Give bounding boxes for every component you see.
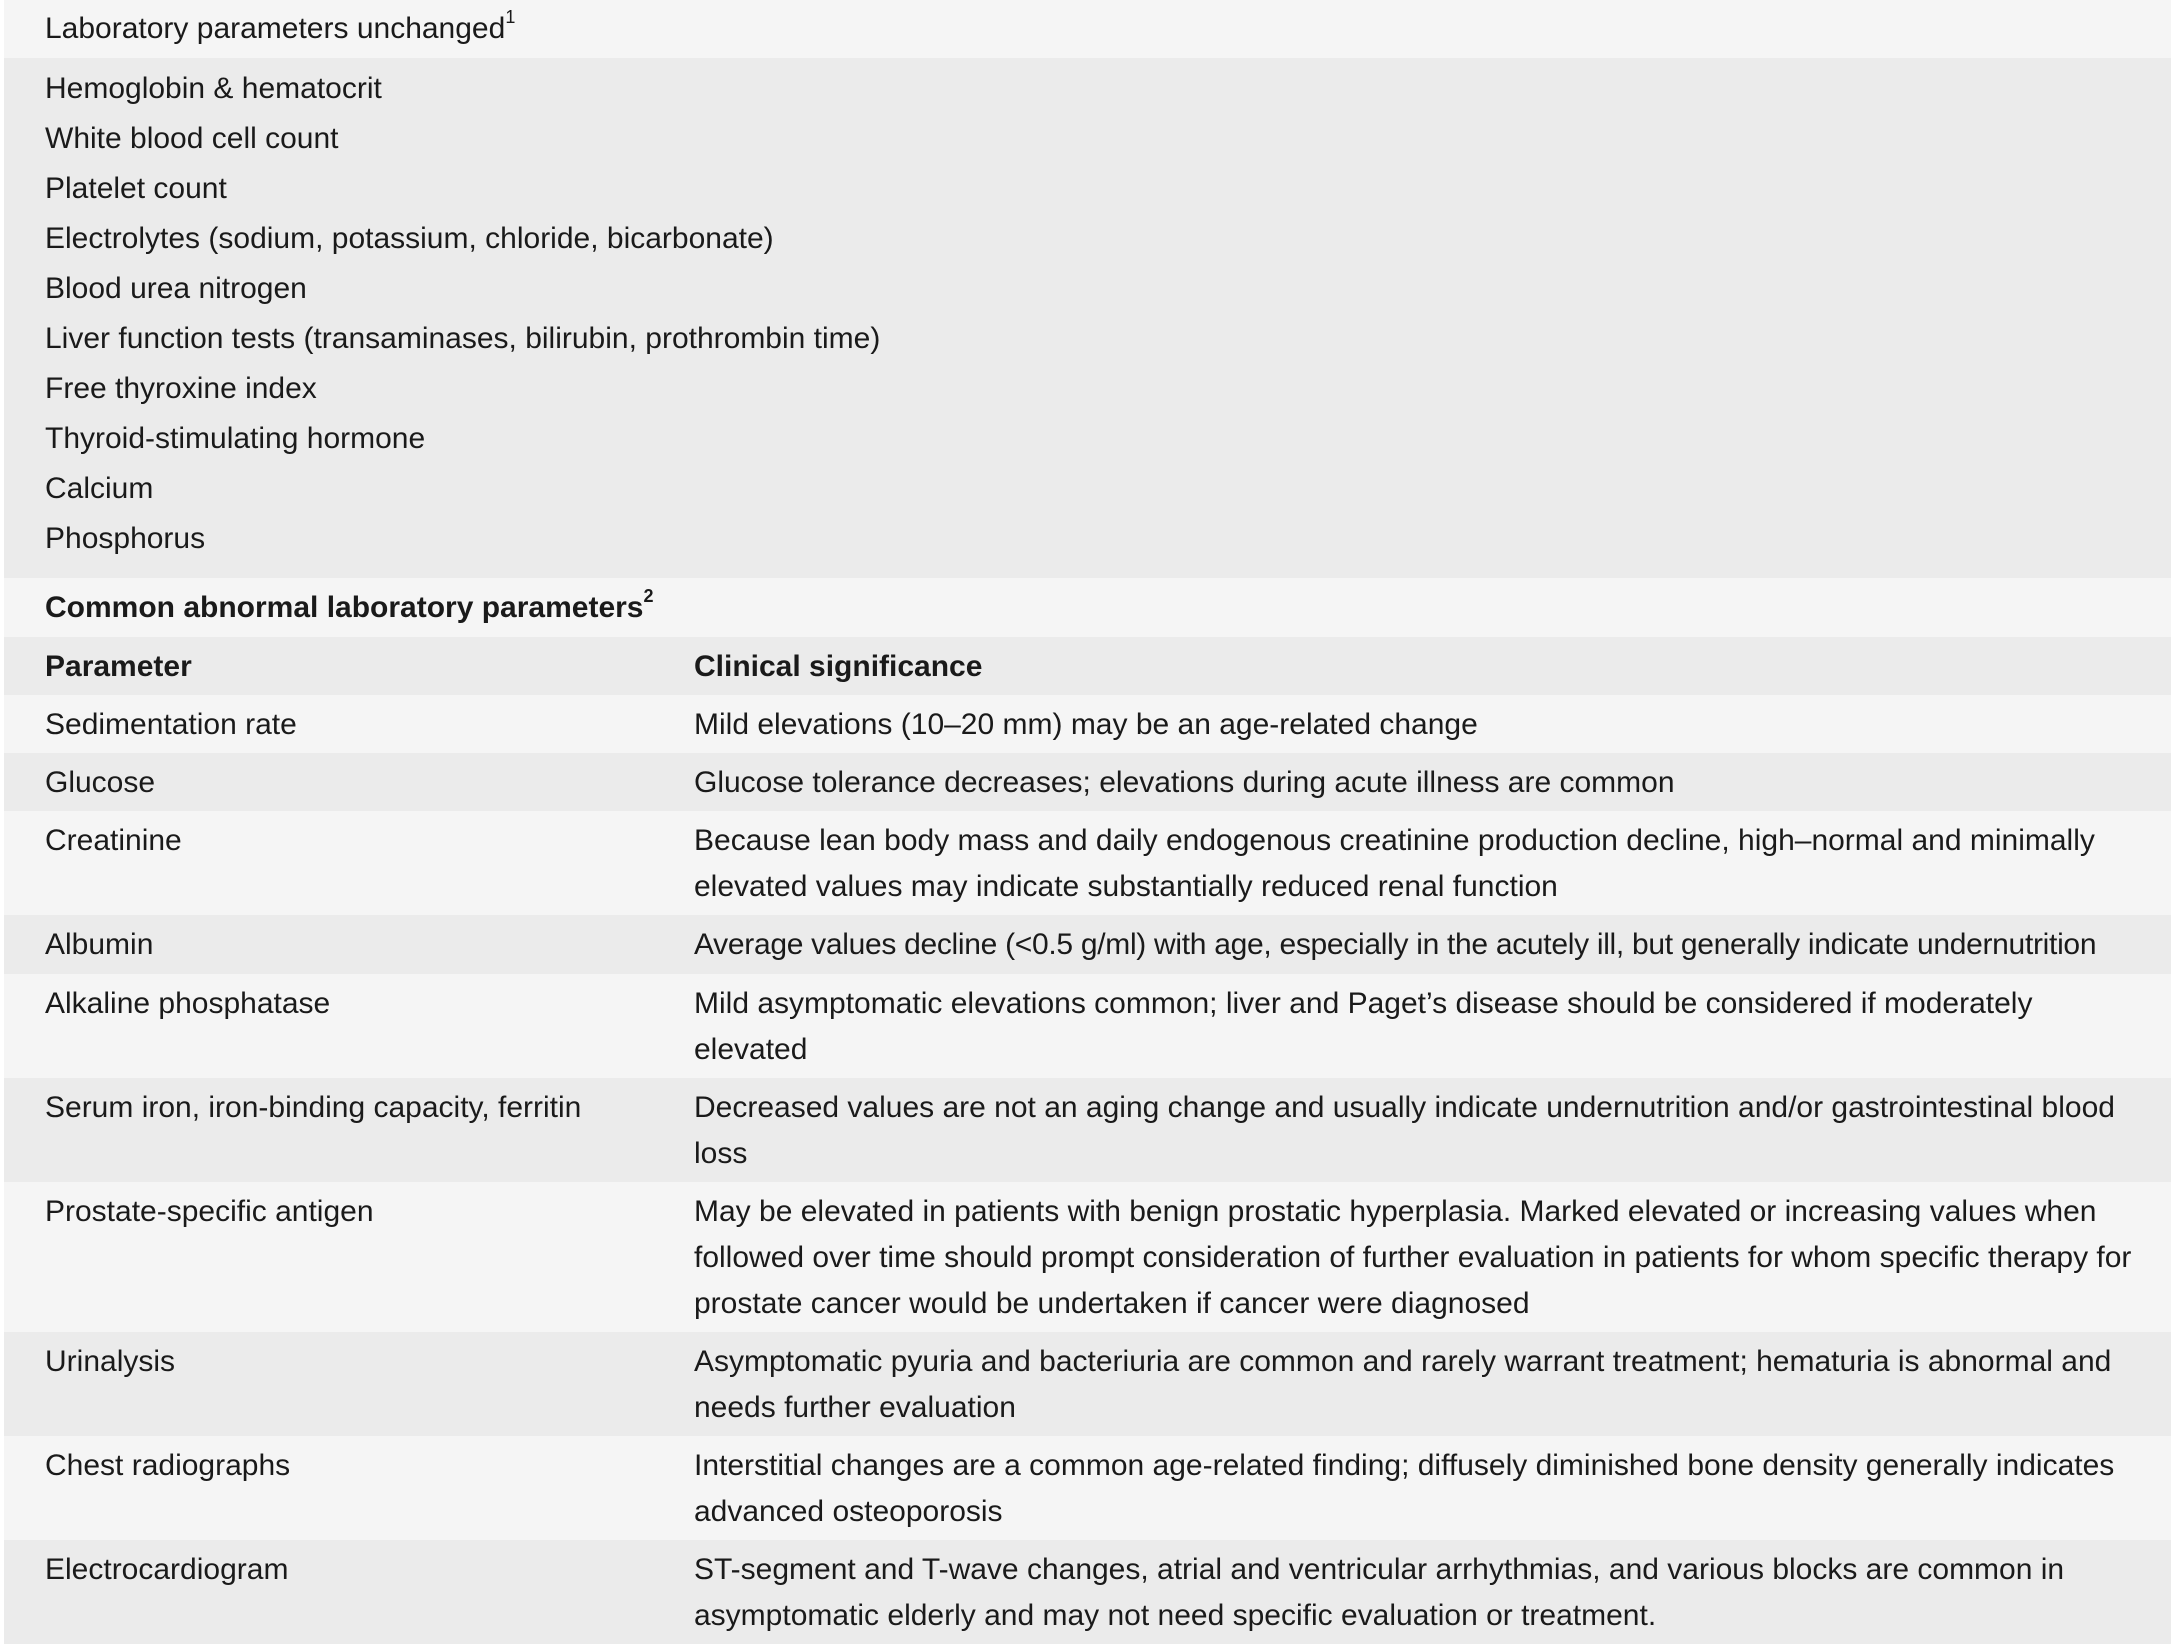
significance-cell: May be elevated in patients with benign prostatic hyperplasia. Marked elevated or increasing values when followed over time should prompt consideration of further evaluation in patients for whom specific therapy for prostate cancer would be undertaken if cancer were diagnosed bbox=[694, 1195, 2132, 1320]
parameter-cell: Urinalysis bbox=[45, 1345, 176, 1378]
list-item: Calcium bbox=[45, 472, 154, 505]
table-row bbox=[4, 753, 2171, 811]
table-row bbox=[4, 695, 2171, 753]
abnormal-title bbox=[4, 585, 2171, 630]
abnormal-footnote-marker: 2 bbox=[643, 586, 654, 606]
abnormal-title-text: Common abnormal laboratory parameters bbox=[45, 591, 644, 624]
significance-cell: Mild elevations (10–20 mm) may be an age-related change bbox=[694, 708, 1478, 741]
lab-parameters-table bbox=[4, 0, 2171, 1644]
parameter-cell: Electrocardiogram bbox=[45, 1553, 289, 1586]
parameter-cell: Creatinine bbox=[45, 824, 182, 857]
parameter-cell: Alkaline phosphatase bbox=[45, 987, 331, 1020]
column-header-parameter: Parameter bbox=[45, 650, 192, 683]
list-item: Thyroid-stimulating hormone bbox=[45, 422, 426, 455]
list-item: Liver function tests (transaminases, bilirubin, prothrombin time) bbox=[45, 322, 881, 355]
unchanged-footnote-marker: 1 bbox=[505, 7, 516, 27]
list-item: Free thyroxine index bbox=[45, 372, 317, 405]
list-item: Blood urea nitrogen bbox=[45, 272, 307, 305]
significance-cell: Glucose tolerance decreases; elevations during acute illness are common bbox=[694, 766, 1675, 799]
table-row bbox=[4, 1436, 2171, 1540]
list-item: White blood cell count bbox=[45, 122, 339, 155]
column-header-significance: Clinical significance bbox=[694, 650, 983, 683]
significance-cell: Asymptomatic pyuria and bacteriuria are common and rarely warrant treatment; hematuria is abnormal and needs further evaluation bbox=[694, 1345, 2112, 1424]
significance-cell: Mild asymptomatic elevations common; liver and Paget’s disease should be considered if moderately elevated bbox=[694, 987, 2033, 1066]
table-row bbox=[4, 974, 2171, 1078]
list-item: Electrolytes (sodium, potassium, chloride, bicarbonate) bbox=[45, 222, 774, 255]
parameter-cell: Prostate-specific antigen bbox=[45, 1195, 374, 1228]
significance-cell: Interstitial changes are a common age-related finding; diffusely diminished bone density generally indicates advanced osteoporosis bbox=[694, 1449, 2115, 1528]
significance-cell: ST-segment and T-wave changes, atrial and ventricular arrhythmias, and various blocks are common in asymptomatic elderly and may not need specific evaluation or treatment. bbox=[694, 1553, 2065, 1632]
table-row bbox=[4, 1078, 2171, 1182]
significance-cell: Average values decline (<0.5 g/ml) with age, especially in the acutely ill, but generally indicate undernutrition bbox=[694, 928, 2097, 961]
table-row bbox=[4, 1540, 2171, 1644]
abnormal-title-row bbox=[4, 578, 2171, 637]
table-header-row bbox=[4, 637, 2171, 695]
table-row bbox=[4, 1332, 2171, 1436]
parameter-cell: Chest radiographs bbox=[45, 1449, 291, 1482]
significance-cell: Because lean body mass and daily endogenous creatinine production decline, high–normal and minimally elevated values may indicate substantially reduced renal function bbox=[694, 824, 2095, 903]
unchanged-title-row bbox=[4, 0, 2171, 58]
parameter-cell: Glucose bbox=[45, 766, 156, 799]
parameter-cell: Albumin bbox=[45, 928, 154, 961]
table-row bbox=[4, 811, 2171, 915]
table-row bbox=[4, 1182, 2171, 1332]
unchanged-title bbox=[4, 6, 2171, 51]
list-item: Platelet count bbox=[45, 172, 227, 205]
significance-cell: Decreased values are not an aging change and usually indicate undernutrition and/or gastrointestinal blood loss bbox=[694, 1091, 2115, 1170]
list-item: Phosphorus bbox=[45, 522, 206, 555]
unchanged-list bbox=[4, 58, 2171, 578]
list-item: Hemoglobin & hematocrit bbox=[45, 72, 382, 105]
parameter-cell: Serum iron, iron-binding capacity, ferritin bbox=[45, 1091, 582, 1124]
parameter-cell: Sedimentation rate bbox=[45, 708, 297, 741]
table-row bbox=[4, 915, 2171, 974]
unchanged-title-text: Laboratory parameters unchanged bbox=[45, 12, 506, 45]
